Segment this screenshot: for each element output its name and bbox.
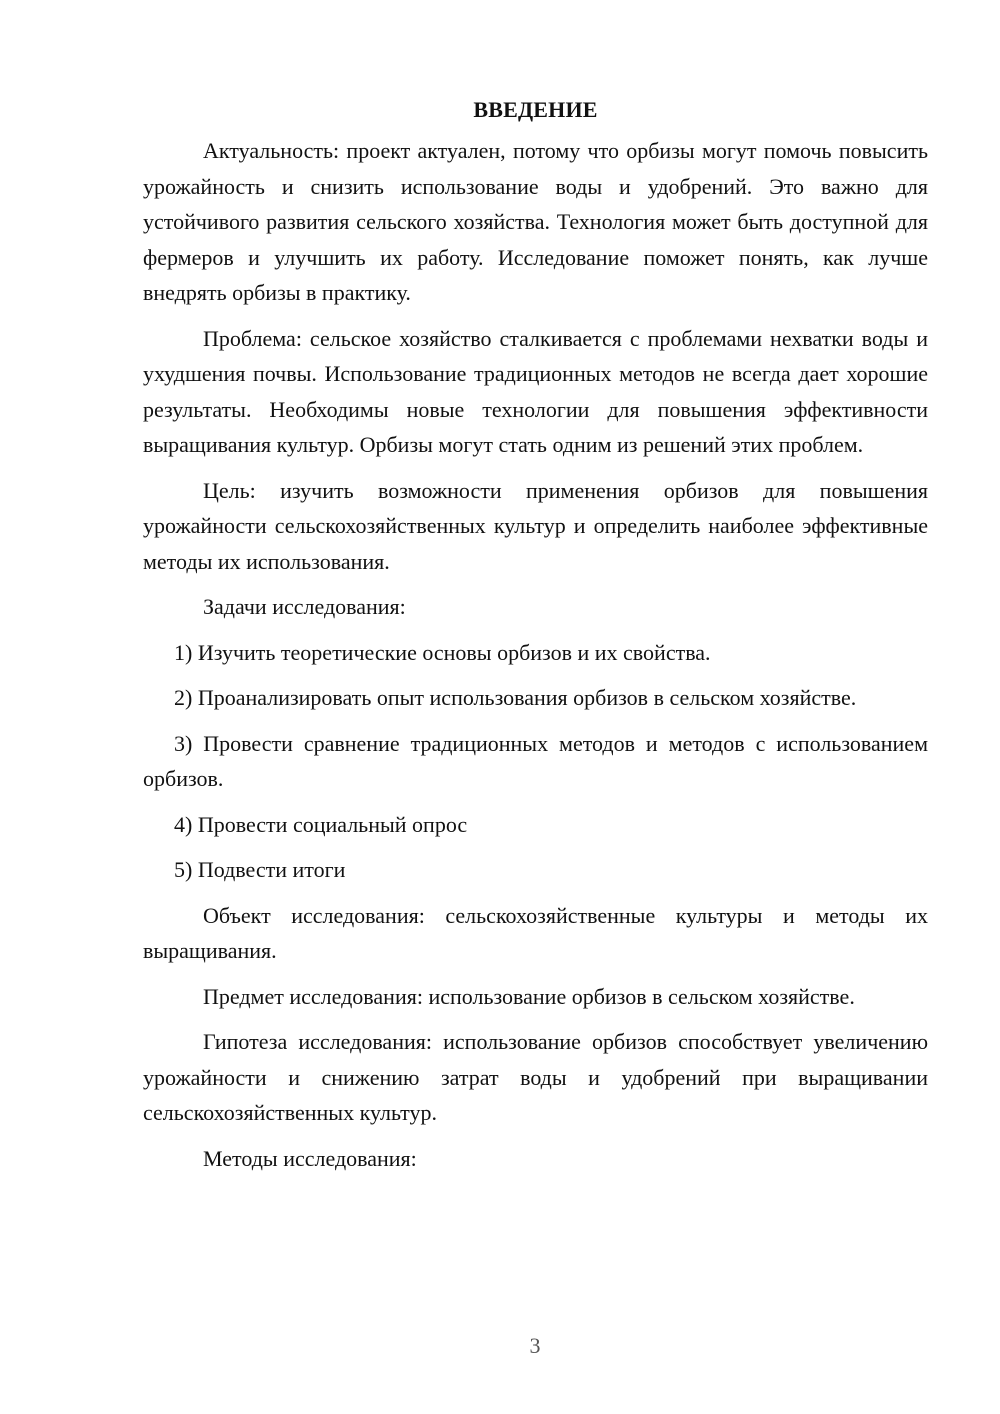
paragraph-object: Объект исследования: сельскохозяйственные культуры и методы их выращивания. <box>143 902 928 963</box>
section-heading: ВВЕДЕНИЕ <box>473 97 598 122</box>
paragraph-relevance: Актуальность: проект актуален, потому что орбизы могут помочь повысить урожайность и снизить использование воды и удобрений. Это важно для устойчивого развития сельского хозяйства. Технология может быть доступной для фермеров и улучшить их работу. Исследование поможет понять, как лучше внедрять орбизы в практику. <box>143 138 928 305</box>
task-item-2: 2) Проанализировать опыт использования орбизов в сельском хозяйстве. <box>174 685 857 710</box>
paragraph-hypothesis: Гипотеза исследования: использование орбизов способствует увеличению урожайности и снижению затрат воды и удобрений при выращивании сельскохозяйственных культур. <box>143 1029 928 1125</box>
page-content <box>143 92 928 1186</box>
page-number: 3 <box>529 1333 541 1358</box>
task-item-5: 5) Подвести итоги <box>174 857 346 882</box>
paragraph-tasks-heading: Задачи исследования: <box>203 594 406 619</box>
paragraph-problem: Проблема: сельское хозяйство сталкивается с проблемами нехватки воды и ухудшения почвы. Использование традиционных методов не всегда дает хорошие результаты. Необходимы новые технологии для повышения эффективности выращивания культур. Орбизы могут стать одним из решений этих проблем. <box>143 325 928 457</box>
task-item-3: 3) Провести сравнение традиционных методов и методов с использованием орбизов. <box>143 730 928 791</box>
task-item-1: 1) Изучить теоретические основы орбизов и их свойства. <box>174 639 711 665</box>
paragraph-methods: Методы исследования: <box>203 1145 417 1171</box>
paragraph-subject: Предмет исследования: использование орбизов в сельском хозяйстве. <box>203 983 855 1009</box>
paragraph-goal: Цель: изучить возможности применения орбизов для повышения урожайности сельскохозяйственных культур и определить наиболее эффективные методы их использования. <box>143 477 928 574</box>
task-item-4: 4) Провести социальный опрос <box>174 811 468 837</box>
